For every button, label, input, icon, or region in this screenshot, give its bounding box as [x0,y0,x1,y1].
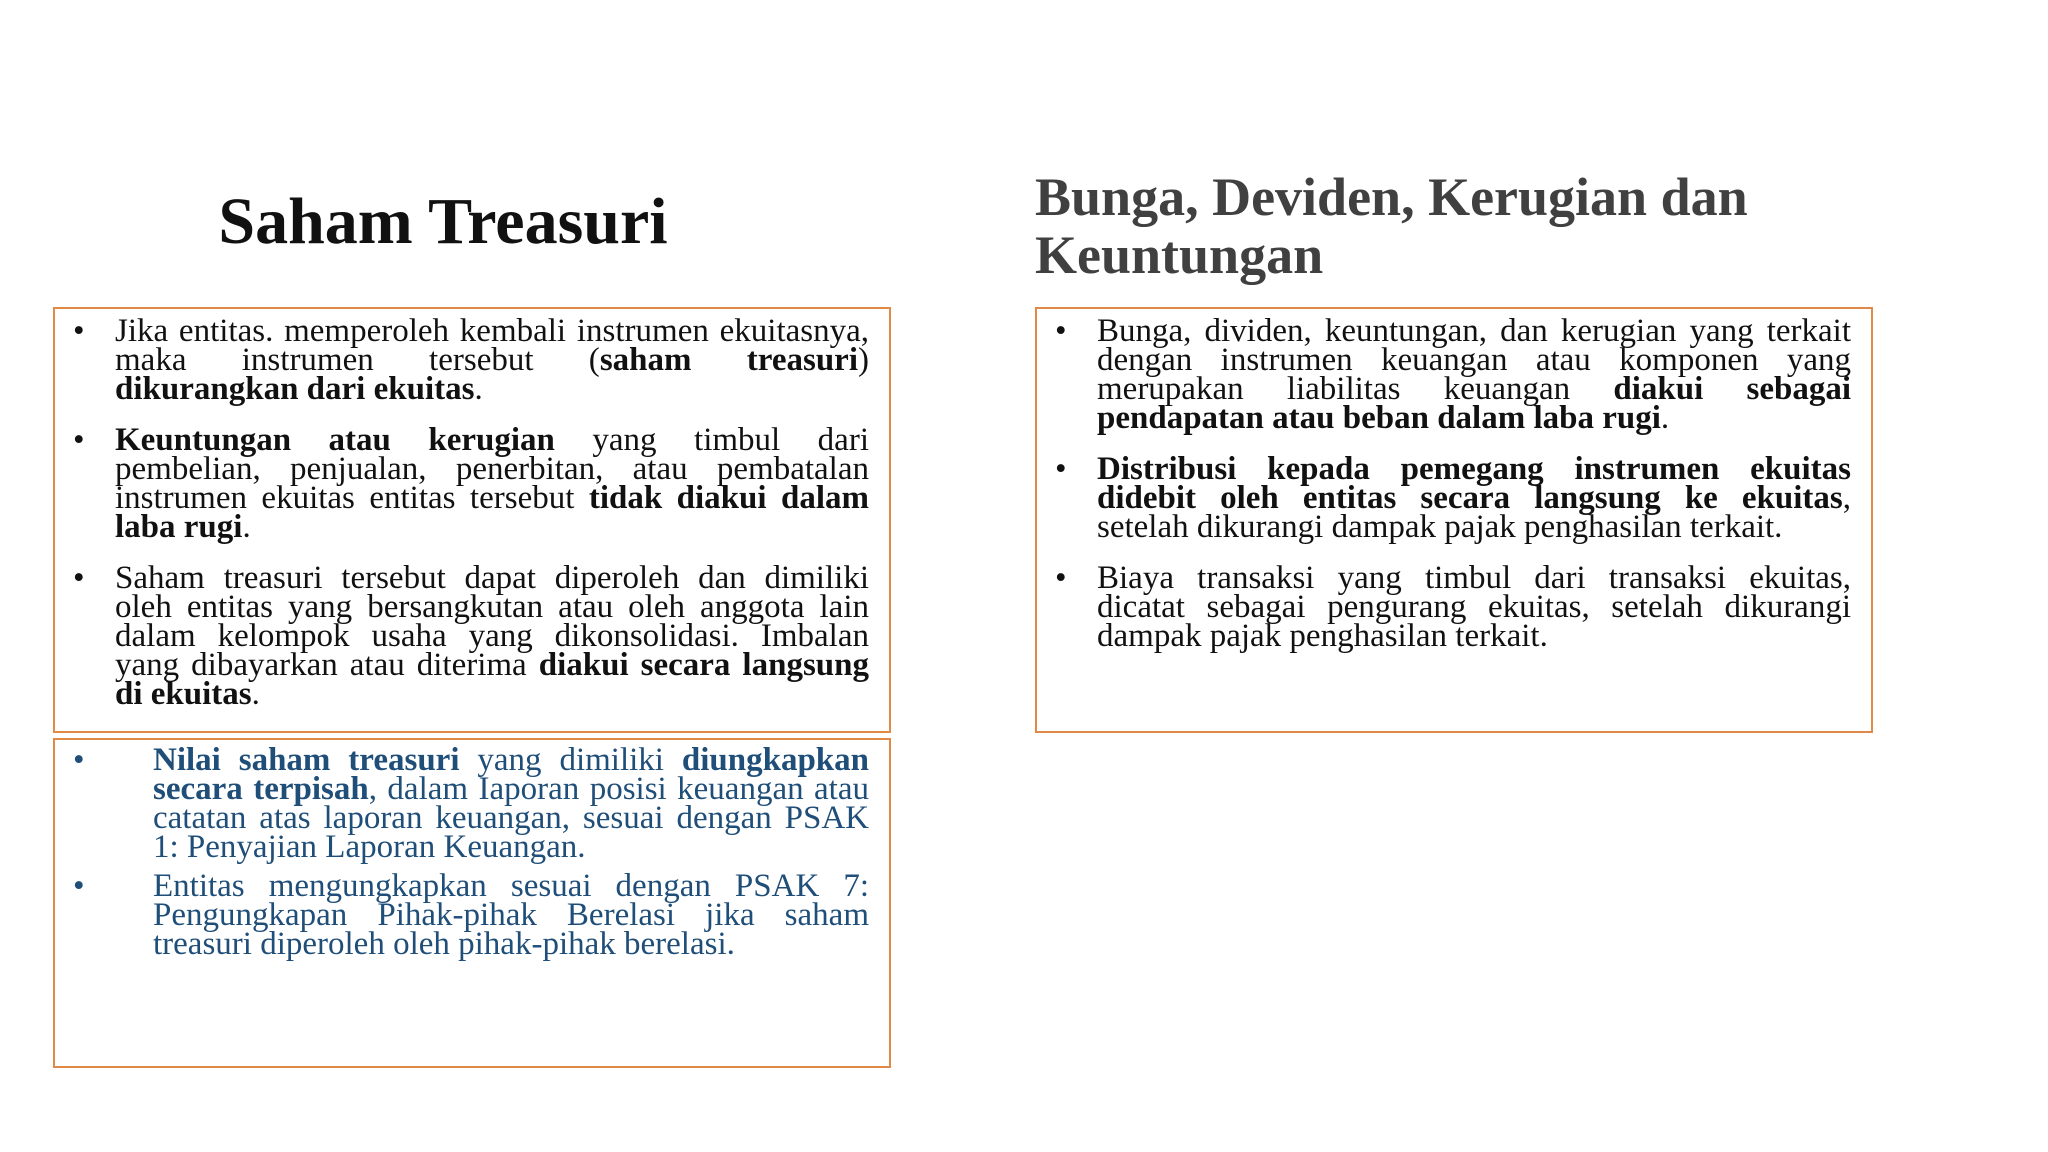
pengungkapan-list [55,740,889,962]
saham-treasuri-box [53,307,891,733]
list-item: • Saham treasuri tersebut dapat diperoleh dan dimiliki oleh entitas yang bersangkutan atau oleh anggota lain dalam kelompok usaha yang dikonsolidasi. Imbalan yang dibayarkan atau diterima diakui secara langsung di ekuitas. [73,560,869,712]
bullet-icon: • [73,422,85,458]
list-item: • Biaya transaksi yang timbul dari transaksi ekuitas, dicatat sebagai pengurang ekuitas, setelah dikurangi dampak pajak penghasilan terkait. [1055,560,1851,654]
list-item: • Keuntungan atau kerugian yang timbul dari pembelian, penjualan, penerbitan, atau pembatalan instrumen ekuitas entitas tersebut tidak diakui dalam laba rugi. [73,422,869,545]
list-item: • Distribusi kepada pemegang instrumen ekuitas didebit oleh entitas secara langsung ke ekuitas, setelah dikurangi dampak pajak penghasilan terkait. [1055,451,1851,545]
bullet-icon: • [73,313,85,349]
list-item: • Jika entitas. memperoleh kembali instrumen ekuitasnya, maka instrumen tersebut (saham treasuri) dikurangkan dari ekuitas. [73,313,869,407]
bunga-deviden-title: Bunga, Deviden, Kerugian dan Keuntungan [1035,167,1748,285]
saham-treasuri-title: Saham Treasuri [218,185,668,258]
list-item: • Bunga, dividen, keuntungan, dan kerugian yang terkait dengan instrumen keuangan atau komponen yang merupakan liabilitas keuangan diakui sebagai pendapatan atau beban dalam laba rugi. [1055,313,1851,436]
list-item: • Nilai saham treasuri yang dimiliki diungkapkan secara terpisah, dalam Iaporan posisi keuangan atau catatan atas laporan keuangan, sesuai dengan PSAK 1: Penyajian Laporan Keuangan. [73,742,869,865]
bunga-deviden-list [1037,309,1871,654]
list-item: • Entitas mengungkapkan sesuai dengan PSAK 7: Pengungkapan Pihak-pihak Berelasi jika saham treasuri diperoleh oleh pihak-pihak berelasi. [73,868,869,962]
bullet-icon: • [1055,313,1067,349]
bullet-icon: • [1055,560,1067,596]
bunga-deviden-box [1035,307,1873,733]
bullet-icon: • [1055,451,1067,487]
saham-treasuri-list [55,309,889,712]
pengungkapan-box [53,738,891,1068]
bullet-icon: • [73,868,85,904]
bullet-icon: • [73,742,85,778]
bullet-icon: • [73,560,85,596]
